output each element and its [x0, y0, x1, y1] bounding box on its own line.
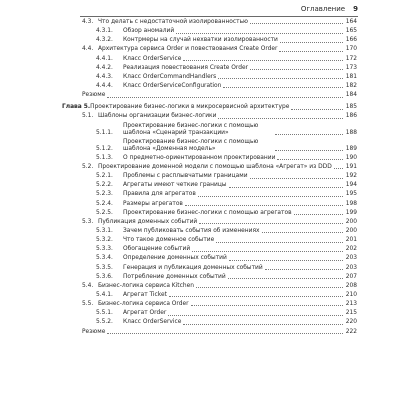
- toc-leader-dots: [250, 23, 343, 24]
- toc-entry-page: 191: [345, 163, 357, 170]
- toc-entry-page: 166: [345, 37, 357, 44]
- toc-entry-page: 207: [345, 273, 357, 280]
- toc-entry-title: Резюме: [82, 92, 106, 99]
- running-header: [80, 4, 358, 17]
- toc-leader-dots: [183, 324, 343, 325]
- toc-entry[interactable]: [62, 265, 357, 272]
- toc-leader-dots: [265, 269, 343, 270]
- toc-entry-page: 200: [345, 227, 357, 234]
- toc-leader-dots: [216, 242, 343, 243]
- toc-entry-page: 220: [345, 319, 357, 326]
- header-page-number: 9: [353, 5, 358, 13]
- toc-entry-title: Класс OrderService: [123, 55, 182, 62]
- toc-entry-page: 208: [345, 282, 357, 289]
- toc-entry-number: 5.3.: [82, 218, 94, 225]
- toc-leader-dots: [294, 214, 343, 215]
- toc-entry[interactable]: [62, 74, 357, 81]
- toc-entry-title: Резюме: [82, 328, 106, 335]
- toc-entry-page: 165: [345, 28, 357, 35]
- toc-leader-dots: [275, 134, 343, 135]
- toc-leader-dots: [176, 33, 343, 34]
- toc-entry-page: 184: [345, 92, 357, 99]
- toc-entry[interactable]: [62, 283, 357, 290]
- toc-entry-page: 222: [345, 328, 357, 335]
- toc-entry[interactable]: [62, 92, 357, 99]
- toc-entry-number: 5.2.: [82, 163, 94, 170]
- toc-entry[interactable]: [62, 310, 357, 317]
- toc-entry-page: 203: [345, 255, 357, 262]
- toc-entry-title: Проектирование доменной модели с помощью шаблона «Агрегат» из DDD: [98, 163, 332, 170]
- toc-entry-title: Агрегат Order: [123, 310, 167, 317]
- toc-entry[interactable]: [62, 301, 357, 308]
- toc-entry-number: 5.2.4.: [96, 200, 113, 207]
- toc-entry-page: 215: [345, 310, 357, 317]
- toc-entry-title: Класс OrderServiceConfiguration: [123, 82, 222, 89]
- toc-entry[interactable]: [62, 210, 357, 217]
- toc-entry-title: Проектирование бизнес-логики с помощью шаблона «Доменная модель»: [123, 138, 259, 152]
- toc-entry-number: 5.2.2.: [96, 182, 113, 189]
- toc-entry-number: 4.4.1.: [96, 55, 113, 62]
- toc-entry[interactable]: [62, 113, 357, 120]
- header-title: Оглавление: [300, 5, 346, 13]
- toc-leader-dots: [191, 305, 343, 306]
- toc-entry-page: 199: [345, 209, 357, 216]
- toc-leader-dots: [250, 69, 343, 70]
- toc-entry-title: Контрмеры на случай нехватки изолированности: [123, 37, 278, 44]
- toc-entry-title: Потребление доменных событий: [123, 273, 226, 280]
- toc-entry[interactable]: [62, 139, 357, 153]
- toc-entry-title: О предметно-ориентированном проектировании: [123, 154, 276, 161]
- toc-entry-page: 195: [345, 191, 357, 198]
- toc-entry[interactable]: [62, 155, 357, 162]
- toc-entry-title: Определение доменных событий: [123, 255, 227, 262]
- toc-entry-number: 5.3.2.: [96, 237, 113, 244]
- toc-entry-number: 4.3.1.: [96, 28, 113, 35]
- toc-entry-title: Шаблоны организации бизнес-логики: [98, 113, 217, 120]
- toc-entry[interactable]: [62, 246, 357, 253]
- toc-leader-dots: [183, 60, 343, 61]
- toc-entry-title: Агрегат Ticket: [123, 291, 167, 298]
- toc-entry[interactable]: [62, 201, 357, 208]
- table-of-contents: [62, 19, 357, 338]
- toc-entry-title: Класс OrderService: [123, 319, 182, 326]
- toc-entry-page: 188: [345, 129, 357, 136]
- toc-leader-dots: [229, 260, 343, 261]
- toc-entry[interactable]: [62, 228, 357, 235]
- toc-entry-number: 4.3.2.: [96, 37, 113, 44]
- toc-entry-title: Бизнес-логика сервиса Kitchen: [98, 282, 194, 289]
- toc-leader-dots: [218, 118, 343, 119]
- toc-entry[interactable]: [62, 123, 357, 137]
- toc-entry-number: 4.4.: [82, 46, 94, 53]
- toc-leader-dots: [279, 51, 343, 52]
- toc-entry-number: 5.5.2.: [96, 319, 113, 326]
- toc-entry-title: Проблемы с расплывчатыми границами: [123, 173, 248, 180]
- toc-entry-page: 203: [345, 264, 357, 271]
- toc-entry-page: 173: [345, 64, 357, 71]
- toc-entry-page: 198: [345, 200, 357, 207]
- toc-entry-number: 4.3.: [82, 19, 94, 25]
- toc-leader-dots: [228, 278, 343, 279]
- toc-entry-title: Зачем публиковать события об изменениях: [123, 227, 260, 234]
- toc-entry-number: 4.4.2.: [96, 64, 113, 71]
- toc-entry-number: 5.2.3.: [96, 191, 113, 198]
- toc-leader-dots: [277, 159, 343, 160]
- toc-entry-page: 170: [345, 46, 357, 53]
- toc-entry[interactable]: [62, 164, 357, 171]
- toc-entry-number: Глава 5.: [62, 104, 91, 111]
- toc-entry[interactable]: [62, 37, 357, 44]
- toc-leader-dots: [192, 251, 343, 252]
- toc-entry-title: Обзор аномалий: [123, 28, 175, 35]
- toc-entry-title: Класс OrderCommandHandlers: [123, 73, 217, 80]
- toc-entry[interactable]: [62, 255, 357, 262]
- toc-entry-number: 4.4.4.: [96, 82, 113, 89]
- toc-entry-number: 5.1.: [82, 113, 94, 120]
- toc-entry-number: 5.5.1.: [96, 310, 113, 317]
- toc-leader-dots: [275, 150, 343, 151]
- toc-entry-number: 5.1.3.: [96, 154, 113, 161]
- toc-leader-dots: [169, 296, 343, 297]
- toc-entry-page: 185: [345, 104, 357, 111]
- toc-entry-number: 5.3.4.: [96, 255, 113, 262]
- toc-entry-number: 5.3.3.: [96, 246, 113, 253]
- toc-leader-dots: [107, 97, 343, 98]
- toc-entry[interactable]: [62, 83, 357, 90]
- toc-entry-title: Публикация доменных событий: [98, 218, 198, 225]
- toc-entry-title: Проектирование бизнес-логики с помощью шаблона «Сценарий транзакции»: [123, 122, 259, 136]
- toc-entry-number: 5.4.: [82, 282, 94, 289]
- toc-leader-dots: [223, 87, 343, 88]
- toc-entry-title: Что делать с недостаточной изолированностью: [98, 19, 248, 25]
- toc-entry-page: 164: [345, 19, 357, 25]
- toc-leader-dots: [199, 223, 343, 224]
- toc-entry-title: Проектирование бизнес-логики в микросервисной архитектуре: [90, 104, 290, 111]
- toc-entry-number: 5.3.6.: [96, 273, 113, 280]
- toc-leader-dots: [218, 78, 343, 79]
- toc-entry-title: Обогащение событий: [123, 246, 191, 253]
- toc-entry-number: 5.3.5.: [96, 264, 113, 271]
- toc-entry-page: 172: [345, 55, 357, 62]
- toc-entry-page: 213: [345, 301, 357, 308]
- toc-entry-title: Проектирование бизнес-логики с помощью агрегатов: [123, 209, 292, 216]
- toc-entry[interactable]: [62, 191, 357, 198]
- toc-entry[interactable]: [62, 219, 357, 226]
- toc-entry-number: 5.2.5.: [96, 209, 113, 216]
- toc-entry-page: 202: [345, 246, 357, 253]
- toc-entry-number: 5.1.2.: [96, 145, 113, 152]
- toc-entry[interactable]: [62, 274, 357, 281]
- toc-entry-page: 182: [345, 82, 357, 89]
- toc-entry-title: Агрегаты имеют четкие границы: [123, 182, 227, 189]
- toc-entry-number: 5.1.1.: [96, 129, 113, 136]
- toc-entry-number: 5.5.: [82, 301, 94, 308]
- toc-entry[interactable]: [62, 182, 357, 189]
- toc-entry-title: Генерация и публикация доменных событий: [123, 264, 263, 271]
- toc-entry[interactable]: [62, 173, 357, 180]
- toc-chapter-entry[interactable]: [62, 104, 357, 111]
- toc-entry-page: 190: [345, 154, 357, 161]
- toc-leader-dots: [196, 287, 343, 288]
- toc-entry[interactable]: [62, 19, 357, 26]
- toc-leader-dots: [250, 178, 343, 179]
- toc-leader-dots: [262, 232, 343, 233]
- toc-leader-dots: [291, 109, 343, 110]
- toc-leader-dots: [334, 168, 343, 169]
- toc-entry-page: 194: [345, 182, 357, 189]
- toc-entry-page: 192: [345, 173, 357, 180]
- toc-entry-number: 5.4.1.: [96, 291, 113, 298]
- toc-entry[interactable]: [62, 28, 357, 35]
- toc-leader-dots: [107, 333, 343, 334]
- toc-entry-page: 210: [345, 291, 357, 298]
- toc-entry-title: Размеры агрегатов: [123, 200, 183, 207]
- toc-entry-title: Что такое доменное событие: [123, 237, 215, 244]
- toc-leader-dots: [185, 205, 343, 206]
- toc-entry[interactable]: [62, 56, 357, 63]
- toc-leader-dots: [198, 196, 343, 197]
- toc-entry[interactable]: [62, 46, 357, 53]
- toc-entry-page: 200: [345, 218, 357, 225]
- toc-entry[interactable]: [62, 319, 357, 326]
- toc-entry-title: Реализация повествования Create Order: [123, 64, 249, 71]
- toc-entry[interactable]: [62, 237, 357, 244]
- toc-entry-page: 186: [345, 113, 357, 120]
- toc-entry-title: Архитектура сервиса Order и повествования Create Order: [98, 46, 278, 53]
- toc-entry-page: 201: [345, 237, 357, 244]
- toc-leader-dots: [229, 187, 343, 188]
- toc-entry-title: Бизнес-логика сервиса Order: [98, 301, 189, 308]
- toc-entry-number: 5.3.1.: [96, 227, 113, 234]
- toc-entry-page: 189: [345, 145, 357, 152]
- toc-entry[interactable]: [62, 329, 357, 336]
- toc-entry-number: 5.2.1.: [96, 173, 113, 180]
- toc-leader-dots: [168, 315, 343, 316]
- toc-leader-dots: [280, 42, 343, 43]
- toc-entry-page: 181: [345, 73, 357, 80]
- toc-entry-title: Правила для агрегатов: [123, 191, 196, 198]
- toc-entry[interactable]: [62, 65, 357, 72]
- toc-entry[interactable]: [62, 292, 357, 299]
- toc-entry-number: 4.4.3.: [96, 73, 113, 80]
